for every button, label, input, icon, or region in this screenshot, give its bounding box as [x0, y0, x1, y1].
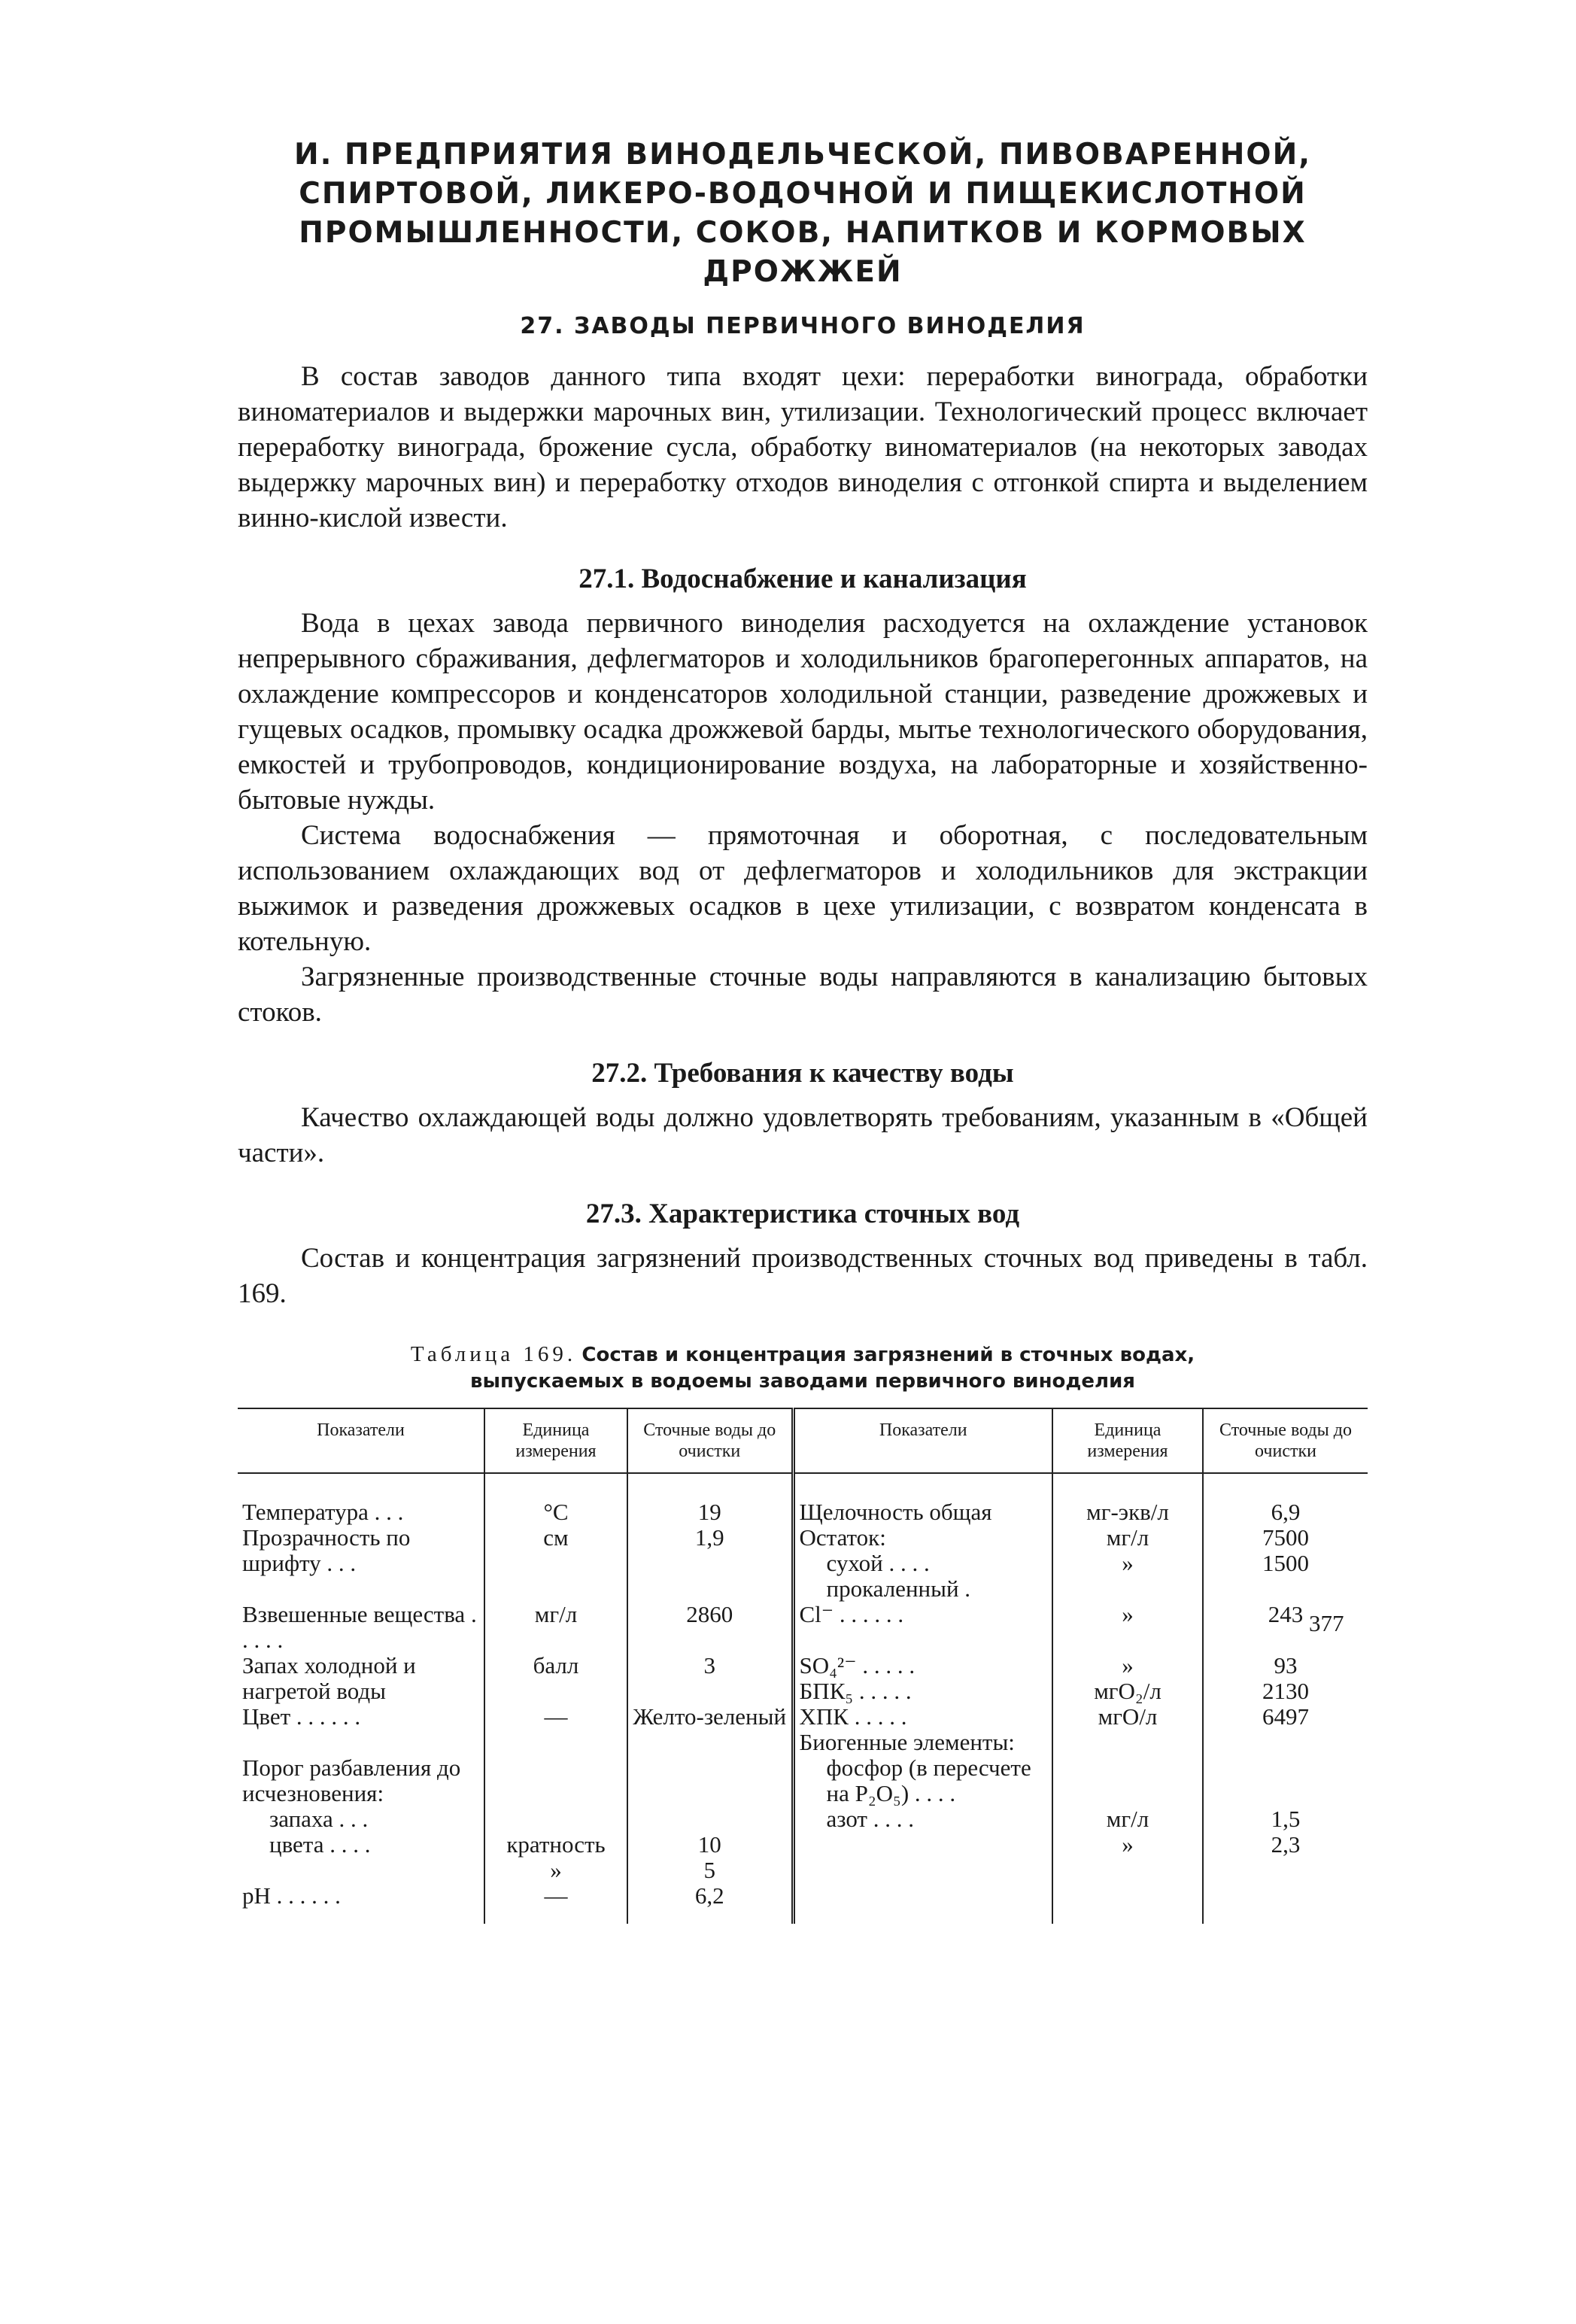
- table-row: [238, 1755, 1368, 1883]
- subsection-title-water-supply: 27.1. Водоснабжение и канализация: [578, 564, 1027, 594]
- cell-name: прокаленный .: [826, 1575, 971, 1602]
- cell-unit: »: [1122, 1831, 1134, 1858]
- cell-value: 6,2: [627, 1883, 793, 1924]
- cell-name: запаха . . .: [269, 1806, 369, 1832]
- cell-name: Остаток:: [799, 1524, 886, 1551]
- table-caption-line2: выпускаемых в водоемы заводами первичного виноделия: [470, 1370, 1135, 1393]
- cell-value: 2860: [627, 1602, 793, 1653]
- cell-unit: мг/л: [484, 1602, 627, 1653]
- table-header: Сточные воды до очистки: [1203, 1408, 1368, 1473]
- cell-name: азот . . . .: [826, 1806, 914, 1832]
- table-header: Единица измерения: [484, 1408, 627, 1473]
- cell-unit: »: [550, 1857, 562, 1883]
- cell-value: [1203, 1653, 1368, 1704]
- chapter-title: [238, 135, 1368, 292]
- chapter-title-line: ДРОЖЖЕЙ: [703, 255, 903, 289]
- section-title: 27. ЗАВОДЫ ПЕРВИЧНОГО ВИНОДЕЛИЯ: [520, 313, 1086, 339]
- cell-name: [793, 1525, 1052, 1602]
- table-header: Показатели: [238, 1408, 484, 1473]
- cell-value: 6497: [1203, 1704, 1368, 1755]
- cell-unit: »: [1052, 1602, 1203, 1653]
- cell-name: Cl⁻ . . . . . .: [793, 1602, 1052, 1653]
- table-row: [238, 1602, 1368, 1653]
- cell-name: фосфор (в пересчете на P₂O₅) . . . .: [826, 1754, 1031, 1806]
- cell-value: 3: [627, 1653, 793, 1704]
- table-spacer: [1058, 1755, 1198, 1806]
- paragraph: Система водоснабжения — прямоточная и оборотная, с последовательным использованием охлаждающих вод от дефлегматоров и холодильников для экстракции выжимок и разведения дрожжевых осадков в цехе утилизации, с возвратом конденсата в котельную.: [238, 820, 1368, 957]
- cell-name: [793, 1755, 1052, 1883]
- page-number: 377: [1309, 1610, 1344, 1636]
- cell-value: 6,9: [1203, 1473, 1368, 1525]
- cell-value: 19: [627, 1473, 793, 1525]
- cell-unit: [1052, 1525, 1203, 1602]
- cell-name: [793, 1653, 1052, 1704]
- cell-value: 2130: [1262, 1678, 1309, 1704]
- cell-value: 10: [697, 1831, 721, 1858]
- cell-unit: [1052, 1653, 1203, 1704]
- table-header: Сточные воды до очистки: [627, 1408, 793, 1473]
- cell-name: [793, 1704, 1052, 1755]
- cell-name: [793, 1883, 1052, 1924]
- cell-name: ХПК . . . . .: [799, 1703, 907, 1730]
- cell-name: Запах холодной и нагретой воды: [242, 1652, 416, 1704]
- table-header: Показатели: [793, 1408, 1052, 1473]
- cell-value: 93: [1274, 1652, 1298, 1678]
- cell-unit: [1052, 1883, 1203, 1924]
- table-row: [238, 1525, 1368, 1602]
- cell-name: Биогенные элементы:: [799, 1729, 1015, 1755]
- cell-value: Желто-зеленый: [627, 1704, 793, 1755]
- chapter-title-line: ПРОМЫШЛЕННОСТИ, СОКОВ, НАПИТКОВ И КОРМОВЫХ: [299, 216, 1307, 250]
- table-header: Единица измерения: [1052, 1408, 1203, 1473]
- paragraph: Вода в цехах завода первичного виноделия расходуется на охлаждение установок непрерывного сбраживания, дефлегматоров и холодильников брагоперегонных аппаратов, на охлаждение компрессоров и конденсаторов холодильной станции, разведение дрожжевых и гущевых осадков, промывку осадка дрожжевой барды, мытье технологического оборудования, емкостей и трубопроводов, кондиционирование воздуха, на лабораторные и хозяйственно-бытовые нужды.: [238, 608, 1368, 816]
- table-row: [238, 1704, 1368, 1755]
- cell-name: Взвешенные вещества . . . . .: [242, 1601, 477, 1653]
- cell-name: SO₄²⁻ . . . . .: [799, 1652, 916, 1678]
- cell-value: 2,3: [1271, 1831, 1301, 1858]
- table-caption-line1: Состав и концентрация загрязнений в сточных водах,: [582, 1344, 1195, 1366]
- paragraph: Загрязненные производственные сточные воды направляются в канализацию бытовых стоков.: [238, 961, 1368, 1028]
- table-header-row: [238, 1408, 1368, 1473]
- cell-unit: [1052, 1755, 1203, 1883]
- cell-value: [1203, 1883, 1368, 1924]
- table-row: [238, 1653, 1368, 1704]
- paragraph: Состав и концентрация загрязнений производственных сточных вод приведены в табл. 169.: [238, 1243, 1368, 1309]
- table-spacer: [633, 1755, 787, 1832]
- cell-value: [1203, 1755, 1368, 1883]
- cell-unit: мг-экв/л: [1052, 1473, 1203, 1525]
- table-spacer: [1208, 1755, 1363, 1806]
- cell-name: Прозрачность по шрифту . . .: [242, 1524, 411, 1576]
- cell-name: сухой . . . .: [826, 1550, 930, 1576]
- cell-name: Порог разбавления до исчезновения:: [242, 1754, 461, 1806]
- cell-name: pH . . . . . .: [242, 1882, 341, 1909]
- cell-unit: мг/л: [1106, 1806, 1149, 1832]
- cell-unit: мг/л: [1106, 1524, 1149, 1551]
- cell-unit: »: [1122, 1652, 1134, 1678]
- cell-unit: см: [484, 1525, 627, 1602]
- cell-unit: мгO/л: [1052, 1704, 1203, 1755]
- cell-value: 1,9: [627, 1525, 793, 1602]
- table-caption: [238, 1341, 1368, 1394]
- cell-name: БПК₅ . . . . .: [799, 1678, 912, 1704]
- cell-name: Щелочность общая: [793, 1473, 1052, 1525]
- cell-name: Температура . . .: [242, 1499, 404, 1525]
- cell-unit: —: [484, 1883, 627, 1924]
- subsection-title-water-quality: 27.2. Требования к качеству воды: [591, 1058, 1014, 1089]
- table-row: [238, 1473, 1368, 1525]
- cell-value: 7500: [1262, 1524, 1309, 1551]
- subsection-title-wastewater: 27.3. Характеристика сточных вод: [585, 1198, 1020, 1229]
- document-page: [238, 135, 1368, 1924]
- cell-value: [1203, 1525, 1368, 1602]
- cell-value: 243: [1203, 1602, 1368, 1653]
- cell-unit: кратность: [506, 1831, 606, 1858]
- table-spacer: [490, 1755, 622, 1832]
- cell-unit: »: [1122, 1550, 1134, 1576]
- cell-value: 1,5: [1271, 1806, 1301, 1832]
- cell-name: [238, 1755, 484, 1883]
- cell-name: Цвет . . . . . .: [242, 1703, 361, 1730]
- chapter-title-line: СПИРТОВОЙ, ЛИКЕРО-ВОДОЧНОЙ И ПИЩЕКИСЛОТНОЙ: [299, 177, 1307, 211]
- table-row: [238, 1883, 1368, 1924]
- chapter-title-line: И. ПРЕДПРИЯТИЯ ВИНОДЕЛЬЧЕСКОЙ, ПИВОВАРЕННОЙ,: [293, 138, 1312, 172]
- cell-value: [627, 1755, 793, 1883]
- cell-unit: мгO₂/л: [1094, 1678, 1162, 1704]
- cell-unit: балл: [484, 1653, 627, 1704]
- cell-unit: [484, 1755, 627, 1883]
- data-table: [238, 1408, 1368, 1924]
- paragraph: Качество охлаждающей воды должно удовлетворять требованиям, указанным в «Общей части».: [238, 1102, 1368, 1168]
- intro-paragraph: В состав заводов данного типа входят цехи: переработки винограда, обработки виноматериалов и выдержки марочных вин, утилизации. Технологический процесс включает переработку винограда, брожение сусла, обработку виноматериалов (на некоторых заводах выдержку марочных вин) и переработку отходов виноделия с отгонкой спирта и выделением винно-кислой извести.: [238, 361, 1368, 533]
- cell-value: 1500: [1262, 1550, 1309, 1576]
- cell-unit: °С: [484, 1473, 627, 1525]
- table-caption-label: Таблица 169.: [410, 1342, 577, 1366]
- cell-unit: —: [484, 1704, 627, 1755]
- cell-name: цвета . . . .: [269, 1831, 371, 1858]
- cell-value: 5: [703, 1857, 715, 1883]
